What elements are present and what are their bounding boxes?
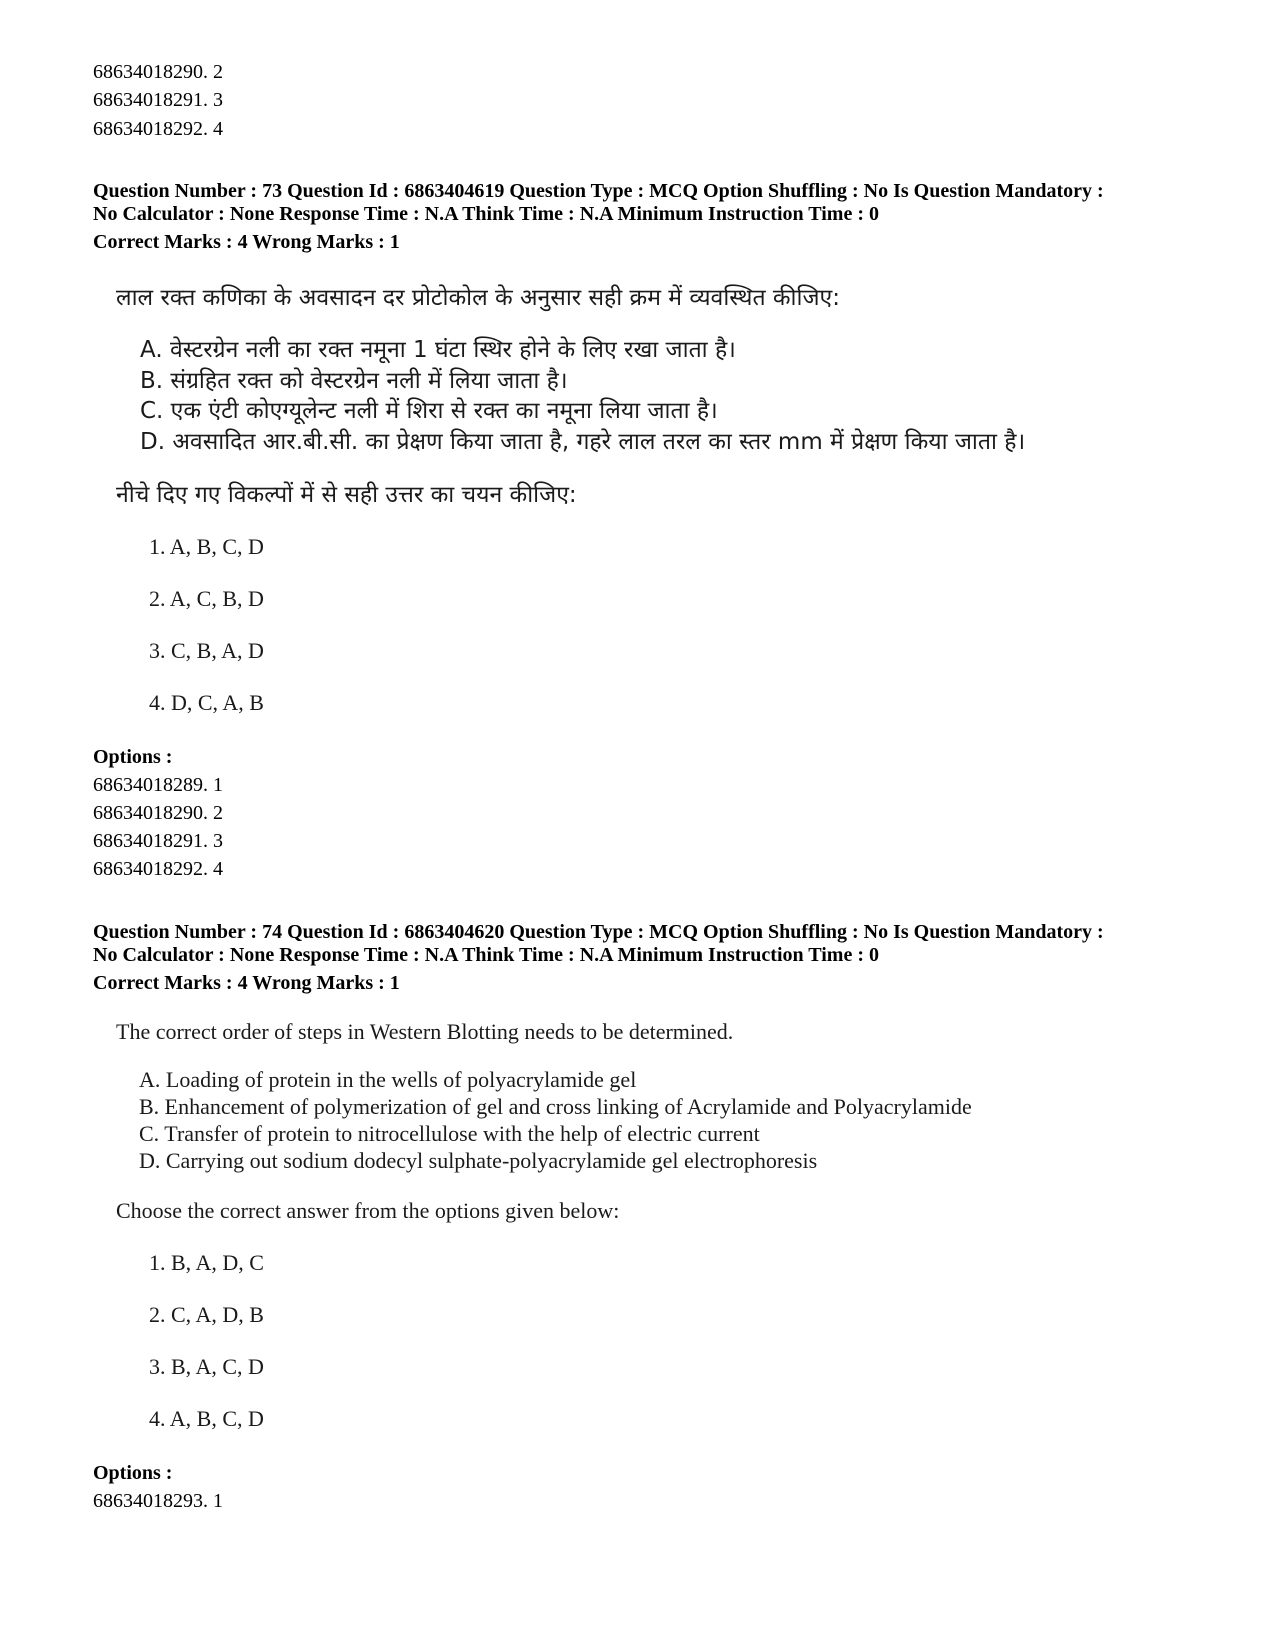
choose-instruction: नीचे दिए गए विकल्पों में से सही उत्तर का चयन कीजिए: bbox=[116, 482, 577, 508]
option-id-line: 68634018292. 4 bbox=[93, 858, 223, 880]
option-id-line: 68634018292. 4 bbox=[93, 118, 223, 140]
option-id-line: 68634018289. 1 bbox=[93, 774, 223, 796]
options-label: Options : bbox=[93, 1462, 173, 1484]
options-label: Options : bbox=[93, 746, 173, 768]
option-id-line: 68634018291. 3 bbox=[93, 89, 223, 111]
option-id-line: 68634018291. 3 bbox=[93, 830, 223, 852]
question-stem: लाल रक्त कणिका के अवसादन दर प्रोटोकोल के अनुसार सही क्रम में व्यवस्थित कीजिए: bbox=[116, 285, 840, 311]
choice-2: 2. A, C, B, D bbox=[149, 586, 264, 611]
statement-c: C. एक एंटी कोएग्यूलेन्ट नली में शिरा से रक्त का नमूना लिया जाता है। bbox=[140, 398, 718, 424]
question-header-line1: Question Number : 73 Question Id : 6863404619 Question Type : MCQ Option Shuffling : No Is Question Mandatory : bbox=[93, 180, 1104, 202]
option-id-line: 68634018290. 2 bbox=[93, 61, 223, 83]
statement-b: B. संग्रहित रक्त को वेस्टरग्रेन नली में लिया जाता है। bbox=[140, 368, 568, 394]
choose-instruction: Choose the correct answer from the options given below: bbox=[116, 1198, 620, 1223]
statement-a: A. Loading of protein in the wells of polyacrylamide gel bbox=[139, 1067, 637, 1092]
question-header-line1: Question Number : 74 Question Id : 6863404620 Question Type : MCQ Option Shuffling : No Is Question Mandatory : bbox=[93, 921, 1104, 943]
option-id-line: 68634018290. 2 bbox=[93, 802, 223, 824]
statement-a: A. वेस्टरग्रेन नली का रक्त नमूना 1 घंटा स्थिर होने के लिए रखा जाता है। bbox=[140, 337, 736, 363]
statement-d: D. अवसादित आर.बी.सी. का प्रेक्षण किया जाता है, गहरे लाल तरल का स्तर mm में प्रेक्षण किया जाता है। bbox=[140, 429, 1026, 455]
choice-3: 3. C, B, A, D bbox=[149, 638, 264, 663]
choice-4: 4. D, C, A, B bbox=[149, 690, 264, 715]
choice-1: 1. A, B, C, D bbox=[149, 534, 264, 559]
choice-4: 4. A, B, C, D bbox=[149, 1406, 264, 1431]
choice-2: 2. C, A, D, B bbox=[149, 1302, 264, 1327]
question-marks: Correct Marks : 4 Wrong Marks : 1 bbox=[93, 972, 400, 994]
statement-c: C. Transfer of protein to nitrocellulose with the help of electric current bbox=[139, 1121, 760, 1146]
statement-b: B. Enhancement of polymerization of gel and cross linking of Acrylamide and Polyacrylamide bbox=[139, 1094, 972, 1119]
question-header-line2: No Calculator : None Response Time : N.A Think Time : N.A Minimum Instruction Time : 0 bbox=[93, 944, 879, 966]
choice-1: 1. B, A, D, C bbox=[149, 1250, 264, 1275]
statement-d: D. Carrying out sodium dodecyl sulphate-polyacrylamide gel electrophoresis bbox=[139, 1148, 818, 1173]
question-stem: The correct order of steps in Western Blotting needs to be determined. bbox=[116, 1019, 734, 1044]
choice-3: 3. B, A, C, D bbox=[149, 1354, 264, 1379]
option-id-line: 68634018293. 1 bbox=[93, 1490, 223, 1512]
question-header-line2: No Calculator : None Response Time : N.A Think Time : N.A Minimum Instruction Time : 0 bbox=[93, 203, 879, 225]
question-marks: Correct Marks : 4 Wrong Marks : 1 bbox=[93, 231, 400, 253]
